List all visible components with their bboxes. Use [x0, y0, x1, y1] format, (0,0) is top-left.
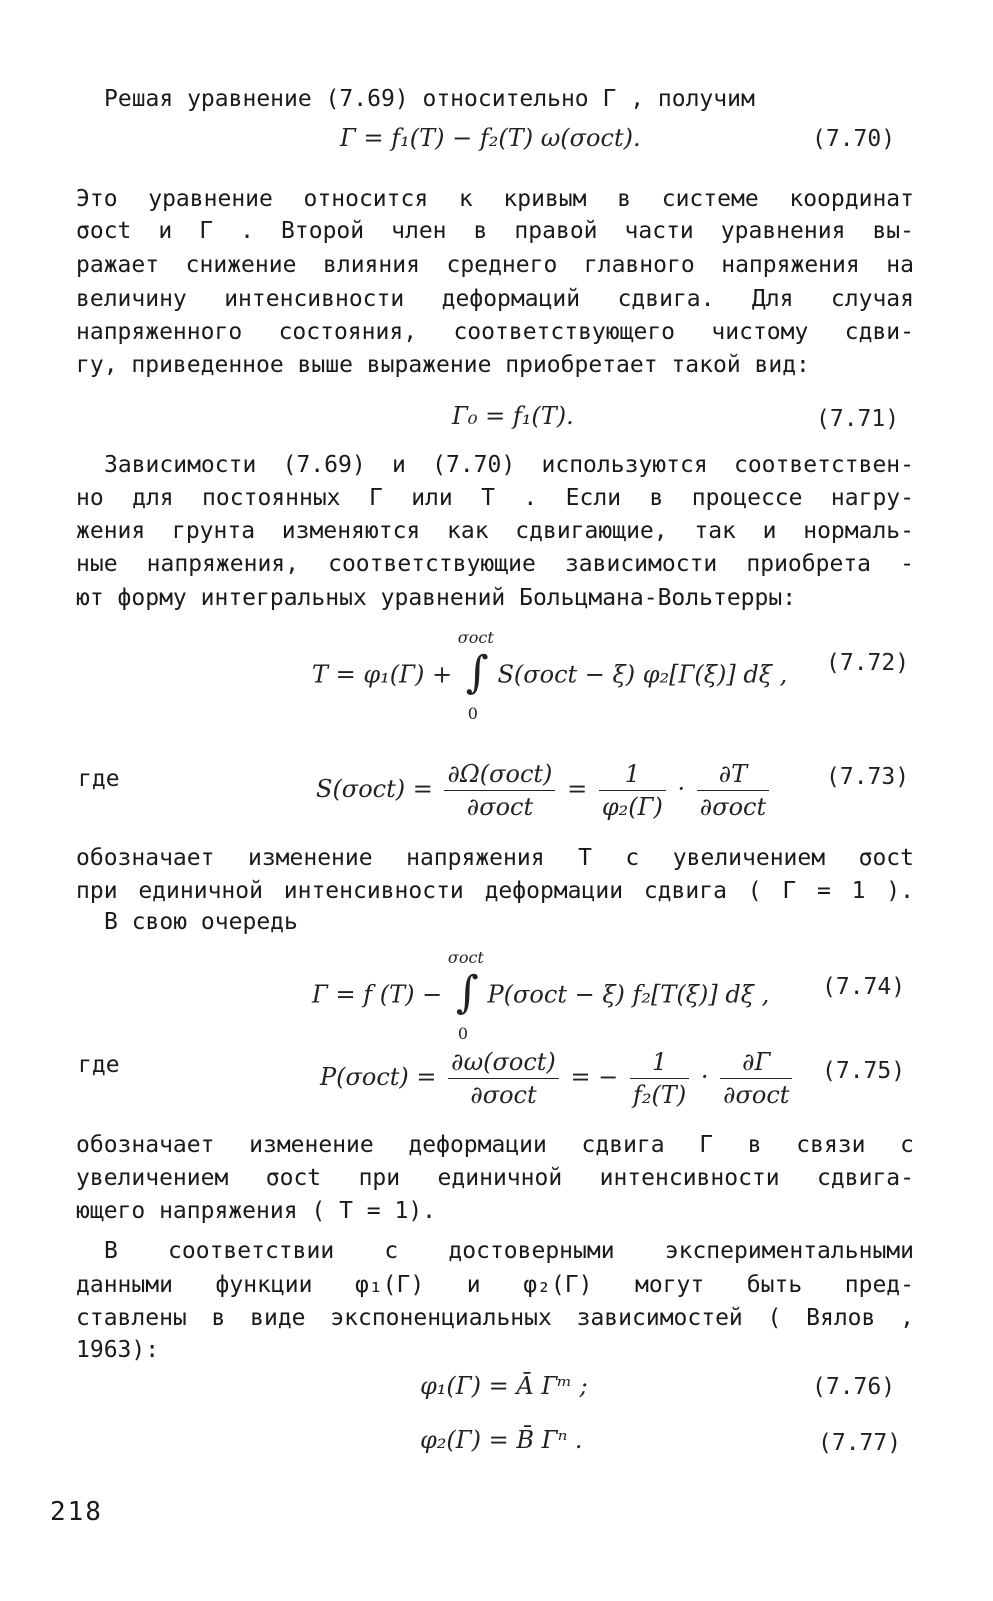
text-line: гу, приведенное выше выражение приобретает такой вид: [76, 352, 810, 378]
multiply-dot: · [700, 1063, 709, 1091]
fraction [720, 1046, 792, 1111]
equation-lhs: Г = f (Т) − [312, 980, 443, 1009]
integral-upper-limit: σoct [447, 948, 484, 967]
equation-7-75 [320, 1046, 796, 1111]
integral [457, 628, 494, 723]
integral-sign: ∫ [455, 967, 479, 1018]
denominator: f₂(Т) [632, 1081, 687, 1109]
denominator: ∂σoct [470, 1081, 537, 1109]
text-line: ражает снижение влияния среднего главного напряжения на [76, 252, 914, 278]
equation-7-73 [316, 758, 773, 823]
numerator: ∂Т [697, 758, 769, 791]
equals-sign: = − [570, 1063, 619, 1091]
numerator: 1 [630, 1046, 689, 1079]
text-line: ставлены в виде экспоненциальных зависимостей ( Вялов , [76, 1305, 914, 1331]
denominator: ∂σoct [466, 793, 534, 821]
text-line: 1963): [76, 1337, 160, 1363]
equation-number: (7.74) [822, 974, 906, 1000]
integral-lower-limit: 0 [457, 1024, 469, 1043]
text-line: увеличением σoct при единичной интенсивности сдвига- [76, 1165, 914, 1191]
where-label: где [78, 1052, 120, 1078]
text-line: при единичной интенсивности деформации сдвига ( Г = 1 ). [76, 878, 914, 904]
equation-lhs: Т = φ₁(Г) + [312, 660, 453, 689]
denominator: φ₂(Г) [601, 793, 663, 821]
denominator: ∂σoct [723, 1081, 790, 1109]
equation-number: (7.71) [816, 406, 900, 432]
equation-7-71: Г₀ = f₁(Т). [452, 402, 574, 430]
text-line: жения грунта изменяются как сдвигающие, так и нормаль- [76, 518, 914, 544]
text-line: величину интенсивности деформаций сдвига. Для случая [76, 286, 914, 312]
equation-7-76: φ₁(Г) = Ā Гᵐ ; [420, 1372, 588, 1400]
equation-number: (7.76) [812, 1374, 896, 1400]
text-line: Зависимости (7.69) и (7.70) используются соответствен- [104, 452, 914, 478]
equals-sign: = [567, 775, 588, 803]
text-line: Это уравнение относится к кривым в системе координат [76, 186, 914, 212]
integral-lower-limit: 0 [467, 704, 478, 723]
text-line: напряженного состояния, соответствующего чистому сдви- [76, 319, 914, 345]
equation-number: (7.75) [822, 1058, 906, 1084]
equation-number: (7.72) [826, 650, 910, 676]
text-line: В соответствии с достоверными экспериментальными [104, 1238, 914, 1264]
text-line: ющего напряжения ( Т = 1). [76, 1198, 437, 1224]
numerator: ∂Г [720, 1046, 792, 1079]
where-label: где [78, 766, 120, 792]
text-line: Решая уравнение (7.69) относительно Г , получим [104, 86, 755, 112]
equation-lhs: S(σoct) = [316, 775, 433, 803]
denominator: ∂σoct [699, 793, 767, 821]
fraction [444, 758, 555, 823]
multiply-dot: · [677, 775, 686, 803]
fraction [448, 1046, 559, 1111]
equation-number: (7.73) [826, 764, 910, 790]
text-line: обозначает изменение деформации сдвига Г в связи с [76, 1132, 914, 1158]
numerator: 1 [599, 758, 666, 791]
equation-number: (7.70) [812, 126, 896, 152]
equation-number: (7.77) [818, 1430, 902, 1456]
integral-sign: ∫ [465, 647, 489, 698]
equation-rhs: P(σoct − ξ) f₂[Т(ξ)] dξ , [487, 980, 770, 1009]
numerator: ∂Ω(σoct) [444, 758, 555, 791]
equation-7-74 [312, 948, 770, 1043]
equation-rhs: S(σoct − ξ) φ₂[Г(ξ)] dξ , [497, 660, 788, 689]
fraction [630, 1046, 689, 1111]
equation-lhs: P(σoct) = [320, 1063, 437, 1091]
fraction [697, 758, 769, 823]
integral [447, 948, 484, 1043]
integral-upper-limit: σoct [457, 628, 494, 647]
equation-7-72 [312, 628, 788, 723]
fraction [599, 758, 666, 823]
text-line: σoct и Г . Второй член в правой части уравнения вы- [76, 218, 914, 244]
page-number: 218 [50, 1497, 103, 1527]
text-line: но для постоянных Г или Т . Если в процессе нагру- [76, 485, 914, 511]
equation-7-77: φ₂(Г) = B̄ Гⁿ . [420, 1426, 583, 1454]
text-line: данными функции φ₁(Г) и φ₂(Г) могут быть пред- [76, 1272, 914, 1298]
text-line: ют форму интегральных уравнений Больцмана-Вольтерры: [76, 585, 797, 611]
text-line: обозначает изменение напряжения Т с увеличением σoct [76, 845, 914, 871]
text-line: В свою очередь [104, 909, 298, 935]
numerator: ∂ω(σoct) [448, 1046, 559, 1079]
text-line: ные напряжения, соответствующие зависимости приобрета - [76, 551, 914, 577]
equation-7-70: Г = f₁(Т) − f₂(Т) ω(σoct). [340, 124, 641, 152]
